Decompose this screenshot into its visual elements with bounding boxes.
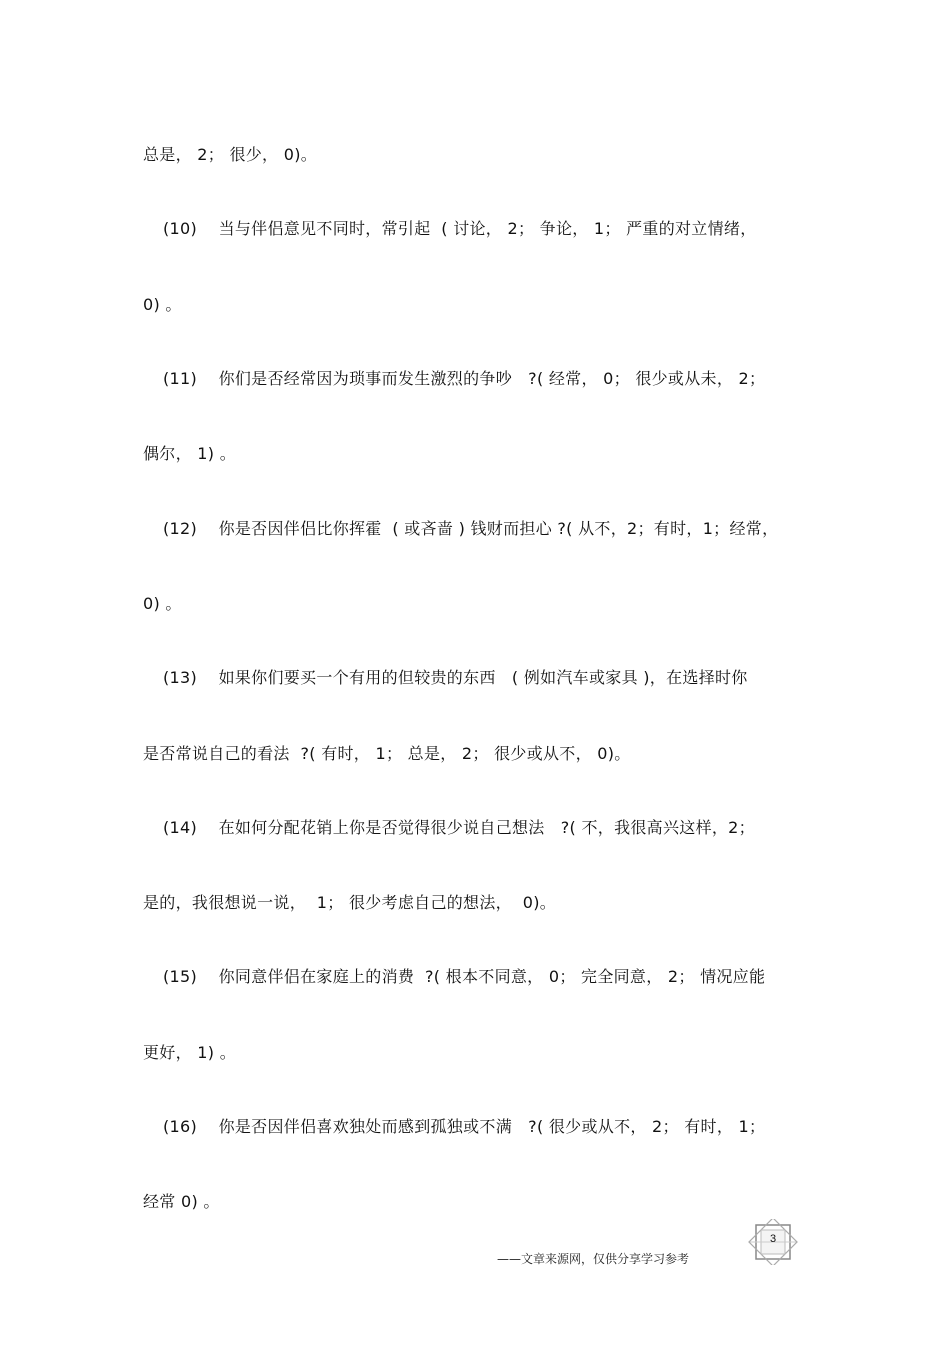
page-number: 3 <box>769 1233 777 1245</box>
item-13-line-2: 是否常说自己的看法 ?( 有时， 1； 总是， 2； 很少或从不， 0)。 <box>143 744 631 763</box>
item-14-line-2: 是的，我很想说一说， 1； 很少考虑自己的想法， 0)。 <box>143 893 557 912</box>
item-12-line-1: (12) 你是否因伴侣比你挥霍 ( 或吝啬 ) 钱财而担心 ?( 从不，2；有时，1；经常， <box>163 519 779 538</box>
item-11-line-1: (11) 你们是否经常因为琐事而发生激烈的争吵 ?( 经常， 0； 很少或从未， 2； <box>163 369 766 388</box>
footer-source-note: ——文章来源网，仅供分享学习参考 <box>497 1252 690 1266</box>
item-14-line-1: (14) 在如何分配花销上你是否觉得很少说自己想法 ?( 不，我很高兴这样，2； <box>163 818 755 837</box>
item-15-line-1: (15) 你同意伴侣在家庭上的消费 ?( 根本不同意， 0； 完全同意， 2； 情况应能 <box>163 967 766 986</box>
item-15-line-2: 更好， 1) 。 <box>143 1043 236 1062</box>
item-10-line-2: 0) 。 <box>143 295 182 314</box>
body-line-1: 总是， 2； 很少， 0)。 <box>143 145 318 164</box>
item-16-line-2: 经常 0) 。 <box>143 1192 220 1211</box>
item-12-line-2: 0) 。 <box>143 594 182 613</box>
item-11-line-2: 偶尔， 1) 。 <box>143 444 236 463</box>
item-13-line-1: (13) 如果你们要买一个有用的但较贵的东西 ( 例如汽车或家具 )，在选择时你 <box>163 668 748 687</box>
item-16-line-1: (16) 你是否因伴侣喜欢独处而感到孤独或不满 ?( 很少或从不， 2； 有时， 1； <box>163 1117 766 1136</box>
item-10-line-1: (10) 当与伴侣意见不同时，常引起 ( 讨论， 2； 争论， 1； 严重的对立情绪， <box>163 219 757 238</box>
